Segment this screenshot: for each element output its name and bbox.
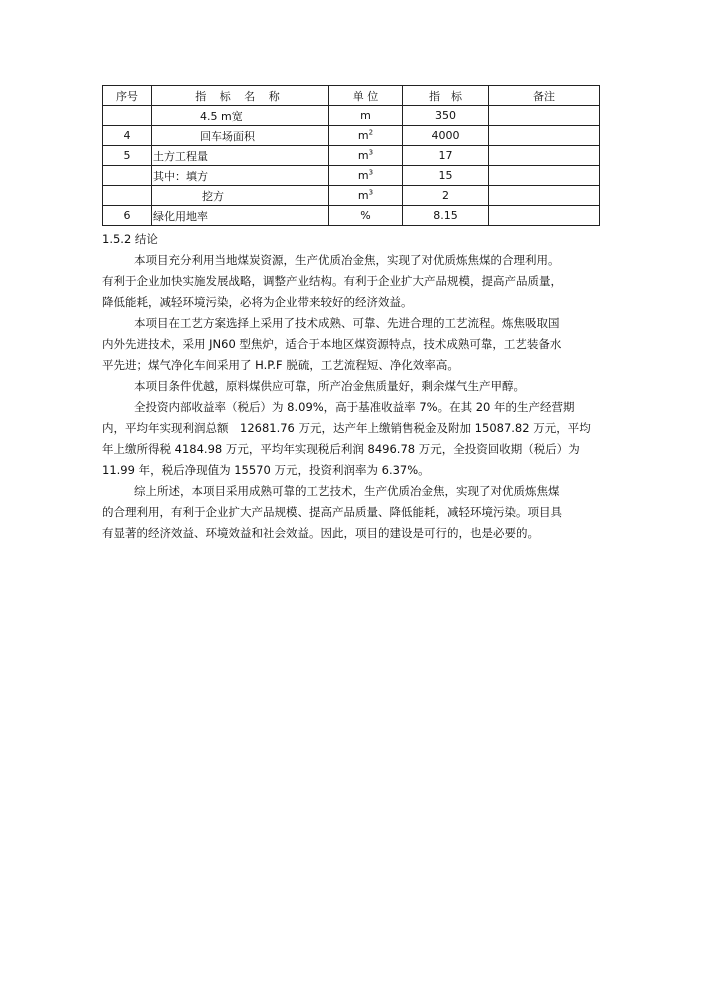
- table-row: [103, 146, 600, 166]
- cell-note: [489, 166, 600, 186]
- table-row: [103, 206, 600, 226]
- paragraph-line: 综上所述，本项目采用成熟可靠的工艺技术，生产优质冶金焦，实现了对优质炼焦煤: [134, 484, 560, 498]
- header-unit: 单 位: [329, 86, 403, 106]
- conclusion-section: [102, 229, 602, 544]
- cell-note: [489, 146, 600, 166]
- cell-no: [103, 186, 152, 206]
- paragraph-line: 本项目条件优越，原料煤供应可靠，所产冶金焦质量好，剩余煤气生产甲醇。: [134, 379, 525, 393]
- cell-note: [489, 126, 600, 146]
- cell-no: 5: [103, 146, 152, 166]
- cell-name: 其中：填方: [152, 166, 329, 186]
- cell-value: 4000: [403, 126, 489, 146]
- paragraph-line: 的合理利用，有利于企业扩大产品规模、提高产品质量、降低能耗，减轻环境污染。项目具: [102, 505, 562, 519]
- cell-no: [103, 166, 152, 186]
- paragraph-line: 年上缴所得税 4184.98 万元，平均年实现税后利润 8496.78 万元，全投资回收期（税后）为: [102, 442, 580, 456]
- cell-unit: $m^3$: [329, 166, 403, 186]
- cell-name: 挖方: [152, 186, 329, 206]
- cell-unit: %: [329, 206, 403, 226]
- cell-value: 17: [403, 146, 489, 166]
- header-note: 备注: [489, 86, 600, 106]
- section-heading: 1.5.2 结论: [102, 232, 158, 246]
- header-seq: 序号: [103, 86, 152, 106]
- paragraph-line: 内，平均年实现利润总额 12681.76 万元，达产年上缴销售税金及附加 15087.82 万元，平均: [102, 421, 591, 435]
- cell-note: [489, 186, 600, 206]
- cell-value: 8.15: [403, 206, 489, 226]
- table-row: [103, 166, 600, 186]
- cell-unit: $m^3$: [329, 146, 403, 166]
- cell-value: 15: [403, 166, 489, 186]
- cell-name: 4.5 m宽: [152, 106, 329, 126]
- paragraph-line: 内外先进技术，采用 JN60 型焦炉，适合于本地区煤资源特点，技术成熟可靠，工艺装备水: [102, 337, 562, 351]
- header-name: 指 标 名 称: [152, 86, 329, 106]
- cell-unit: m: [329, 106, 403, 126]
- cell-no: [103, 106, 152, 126]
- cell-no: 6: [103, 206, 152, 226]
- table-row: [103, 106, 600, 126]
- cell-name: 绿化用地率: [152, 206, 329, 226]
- paragraph-line: 有显著的经济效益、环境效益和社会效益。因此，项目的建设是可行的，也是必要的。: [102, 526, 539, 540]
- cell-unit: $m^2$: [329, 126, 403, 146]
- paragraph-line: 降低能耗，减轻环境污染，必将为企业带来较好的经济效益。: [102, 295, 413, 309]
- paragraph-line: 平先进；煤气净化车间采用了 H.P.F 脱硫，工艺流程短、净化效率高。: [102, 358, 459, 372]
- cell-value: 2: [403, 186, 489, 206]
- table-row: [103, 186, 600, 206]
- cell-note: [489, 206, 600, 226]
- table-row: [103, 126, 600, 146]
- paragraph-line: 有利于企业加快实施发展战略，调整产业结构。有利于企业扩大产品规模，提高产品质量，: [102, 274, 562, 288]
- table-header-row: [103, 86, 600, 106]
- header-value: 指 标: [403, 86, 489, 106]
- cell-name: 回车场面积: [152, 126, 329, 146]
- paragraph-line: 11.99 年，税后净现值为 15570 万元，投资利润率为 6.37%。: [102, 463, 430, 477]
- paragraph-line: 本项目充分利用当地煤炭资源，生产优质冶金焦，实现了对优质炼焦煤的合理利用。: [134, 253, 560, 267]
- cell-no: 4: [103, 126, 152, 146]
- cell-name: 土方工程量: [152, 146, 329, 166]
- paragraph-line: 全投资内部收益率（税后）为 8.09%，高于基准收益率 7%。在其 20 年的生产经营期: [134, 400, 575, 414]
- paragraph-line: 本项目在工艺方案选择上采用了技术成熟、可靠、先进合理的工艺流程。炼焦吸取国: [134, 316, 560, 330]
- cell-unit: $m^3$: [329, 186, 403, 206]
- cell-value: 350: [403, 106, 489, 126]
- indicator-table: [102, 85, 600, 226]
- cell-note: [489, 106, 600, 126]
